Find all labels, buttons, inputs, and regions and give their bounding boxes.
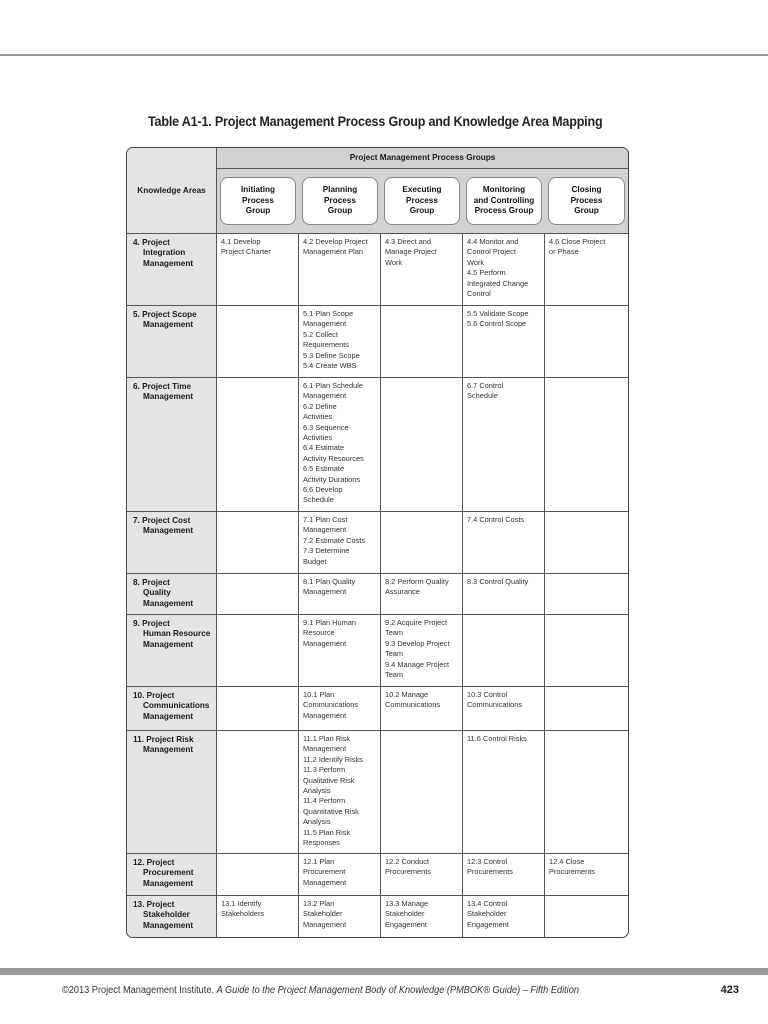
process-cell (545, 615, 628, 687)
process-cell: 8.1 Plan Quality Management (299, 574, 381, 615)
table-row (127, 512, 628, 574)
process-cell (545, 687, 628, 731)
knowledge-area-label: 12. Project Procurement Management (127, 854, 217, 896)
process-cell: 4.3 Direct and Manage Project Work (381, 234, 463, 306)
process-cell: 12.3 Control Procurements (463, 854, 545, 896)
table-row (127, 854, 628, 896)
process-cell (217, 731, 299, 854)
table-row (127, 378, 628, 512)
process-cell: 12.4 Close Procurements (545, 854, 628, 896)
process-cell: 8.3 Control Quality (463, 574, 545, 615)
process-cell: 10.3 Control Communications (463, 687, 545, 731)
process-cell: 7.4 Control Costs (463, 512, 545, 574)
process-cell: 4.6 Close Project or Phase (545, 234, 628, 306)
knowledge-area-label: 7. Project Cost Management (127, 512, 217, 574)
process-group-header (381, 169, 463, 234)
process-group-planning: Planning Process Group (302, 177, 378, 225)
process-cell (381, 378, 463, 512)
table-row (127, 615, 628, 687)
process-cell: 13.1 Identify Stakeholders (217, 896, 299, 937)
process-cell: 13.3 Manage Stakeholder Engagement (381, 896, 463, 937)
process-cell: 13.4 Control Stakeholder Engagement (463, 896, 545, 937)
page-number: 423 (720, 984, 739, 996)
process-cell (545, 378, 628, 512)
process-group-header (463, 169, 545, 234)
process-cell (217, 306, 299, 378)
process-cell: 4.2 Develop Project Management Plan (299, 234, 381, 306)
table-row (127, 306, 628, 378)
process-group-initiating: Initiating Process Group (220, 177, 296, 225)
process-cell: 11.6 Control Risks (463, 731, 545, 854)
footer-copyright (62, 985, 579, 996)
process-cell (217, 687, 299, 731)
process-cell (217, 574, 299, 615)
process-cell (217, 615, 299, 687)
copyright-notice: ©2013 Project Management Institute. (62, 985, 217, 996)
process-cell: 8.2 Perform Quality Assurance (381, 574, 463, 615)
table-row (127, 574, 628, 615)
process-cell: 10.2 Manage Communications (381, 687, 463, 731)
knowledge-area-label: 8. Project Quality Management (127, 574, 217, 615)
process-cell: 13.2 Plan Stakeholder Management (299, 896, 381, 937)
process-cell (545, 731, 628, 854)
process-group-closing: Closing Process Group (548, 177, 625, 225)
process-cell (381, 512, 463, 574)
mapping-table (126, 147, 629, 938)
knowledge-areas-header: Knowledge Areas (127, 148, 217, 234)
process-group-monitoring: Monitoring and Controlling Process Group (466, 177, 542, 225)
process-group-executing: Executing Process Group (384, 177, 460, 225)
process-cell: 6.1 Plan Schedule Management 6.2 Define Activities 6.3 Sequence Activities 6.4 Estimate Activity Resources 6.5 Estimate Activity Durations 6.6 Develop Schedule (299, 378, 381, 512)
process-cell: 5.1 Plan Scope Management 5.2 Collect Requirements 5.3 Define Scope 5.4 Create WBS (299, 306, 381, 378)
knowledge-area-label: 13. Project Stakeholder Management (127, 896, 217, 937)
process-group-header (299, 169, 381, 234)
table-row (127, 731, 628, 854)
knowledge-area-label: 11. Project Risk Management (127, 731, 217, 854)
process-cell: 10.1 Plan Communications Management (299, 687, 381, 731)
process-cell: 6.7 Control Schedule (463, 378, 545, 512)
process-cell: 5.5 Validate Scope 5.6 Control Scope (463, 306, 545, 378)
process-cell (217, 378, 299, 512)
guide-title: A Guide to the Project Management Body of Knowledge (PMBOK® Guide) – Fifth Edition (216, 985, 579, 996)
process-cell (463, 615, 545, 687)
process-cell: 7.1 Plan Cost Management 7.2 Estimate Costs 7.3 Determine Budget (299, 512, 381, 574)
process-cell (545, 896, 628, 937)
process-cell: 11.1 Plan Risk Management 11.2 Identify Risks 11.3 Perform Qualitative Risk Analysis 11.4 Perform Quantitative Risk Analysis 11.5 Plan Risk Responses (299, 731, 381, 854)
knowledge-area-label: 10. Project Communications Management (127, 687, 217, 731)
process-groups-header: Project Management Process Groups (217, 148, 628, 169)
footer-rule (0, 968, 768, 975)
table-row (127, 896, 628, 937)
process-cell: 9.2 Acquire Project Team 9.3 Develop Project Team 9.4 Manage Project Team (381, 615, 463, 687)
process-cell (545, 306, 628, 378)
process-group-header (545, 169, 628, 234)
process-cell: 12.2 Conduct Procurements (381, 854, 463, 896)
table-row (127, 687, 628, 731)
process-cell (545, 512, 628, 574)
process-cell (381, 731, 463, 854)
process-cell (381, 306, 463, 378)
knowledge-area-label: 4. Project Integration Management (127, 234, 217, 306)
knowledge-area-label: 5. Project Scope Management (127, 306, 217, 378)
process-cell: 9.1 Plan Human Resource Management (299, 615, 381, 687)
knowledge-area-label: 6. Project Time Management (127, 378, 217, 512)
knowledge-area-label: 9. Project Human Resource Management (127, 615, 217, 687)
process-cell: 12.1 Plan Procurement Management (299, 854, 381, 896)
process-cell: 4.4 Monitor and Control Project Work 4.5 Perform Integrated Change Control (463, 234, 545, 306)
top-rule (0, 54, 768, 56)
table-row (127, 234, 628, 306)
process-cell (217, 854, 299, 896)
process-cell (217, 512, 299, 574)
process-group-header (217, 169, 299, 234)
process-cell: 4.1 Develop Project Charter (217, 234, 299, 306)
process-cell (545, 574, 628, 615)
table-title: Table A1-1. Project Management Process Group and Knowledge Area Mapping (148, 114, 603, 129)
